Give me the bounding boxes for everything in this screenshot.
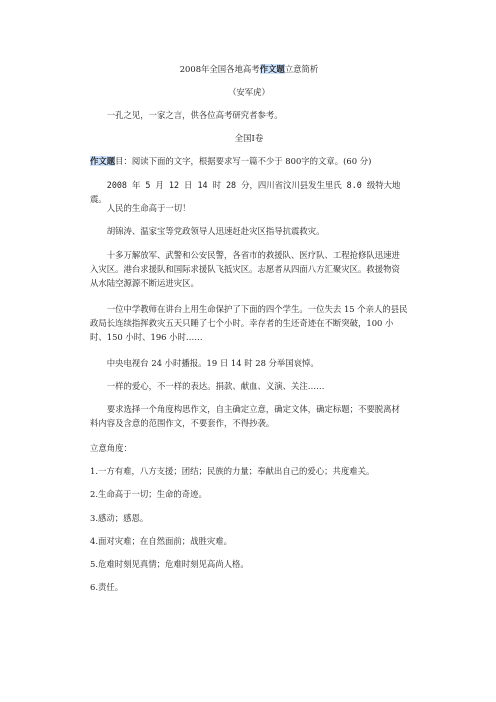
body-paragraph-1: 2008 年 5 月 12 日 14 时 28 分，四川省汶川县发生里氏 8.0 级特大地震。 — [90, 180, 401, 205]
angles-label: 立意角度： — [90, 443, 132, 453]
angle-item-6: 6.责任。 — [90, 582, 124, 592]
body-paragraph-4: 十多万解放军、武警和公安民警，各省市的救援队、医疗队、工程抢修队迅速进入灾区。港台求援队和国际求援队飞抵灾区。志愿者从四面八方汇聚灾区。救援物资从水陆空源源不断运进灾区。 — [90, 250, 400, 289]
intro-paragraph: 一孔之见，一家之言，供各位高考研究者参考。 — [106, 110, 283, 120]
angle-item-3: 3.感动；感恩。 — [90, 513, 149, 523]
angle-item-5: 5.危难时刻见真情；危难时刻见高尚人格。 — [90, 559, 249, 569]
prompt-text: 目：阅读下面的文字，根据要求写一篇不少于 800字的文章。(60 分) — [115, 156, 372, 166]
body-paragraph-2: 人民的生命高于一切！ — [106, 203, 191, 213]
body-paragraph-6: 中央电视台 24 小时播报。19 日 14 时 28 分举国哀悼。 — [106, 358, 319, 368]
title-prefix: 2008年全国各地高考 — [179, 64, 260, 74]
angle-item-1: 1.一方有难，八方支援；团结；民族的力量；奉献出自己的爱心；共度难关。 — [90, 466, 375, 476]
body-paragraph-8: 要求选择一个角度构思作文，自主确定立意，确定文体，确定标题；不要脱离材料内容及含意的范围作文，不要套作，不得抄袭。 — [90, 404, 400, 429]
body-paragraph-5: 一位中学教师在讲台上用生命保护了下面的四个学生。一位失去 15 个亲人的县民政局长连续指挥救灾五天只睡了七个小时。幸存者的生还奇迹在不断突破，100 小时、150 小时、196 小时…… — [90, 304, 408, 343]
prompt-highlight: 作文题 — [90, 156, 116, 166]
angle-item-2: 2.生命高于一切；生命的奇迹。 — [90, 489, 207, 499]
author-line: （安军虎） — [228, 87, 270, 97]
body-paragraph-3: 胡锦涛、温家宝等党政领导人迅速赶赴灾区指导抗震救灾。 — [106, 226, 325, 236]
angle-item-4: 4.面对灾难；在自然面前；战胜灾难。 — [90, 536, 232, 546]
title-suffix: 立意简析 — [284, 64, 319, 74]
body-paragraph-7: 一样的爱心，不一样的表达。捐款、献血、义演、关注…… — [106, 381, 325, 391]
section-heading: 全国Ⅰ卷 — [234, 133, 264, 143]
document-title — [90, 62, 408, 76]
title-highlight: 作文题 — [259, 64, 285, 74]
prompt-paragraph — [90, 154, 408, 168]
